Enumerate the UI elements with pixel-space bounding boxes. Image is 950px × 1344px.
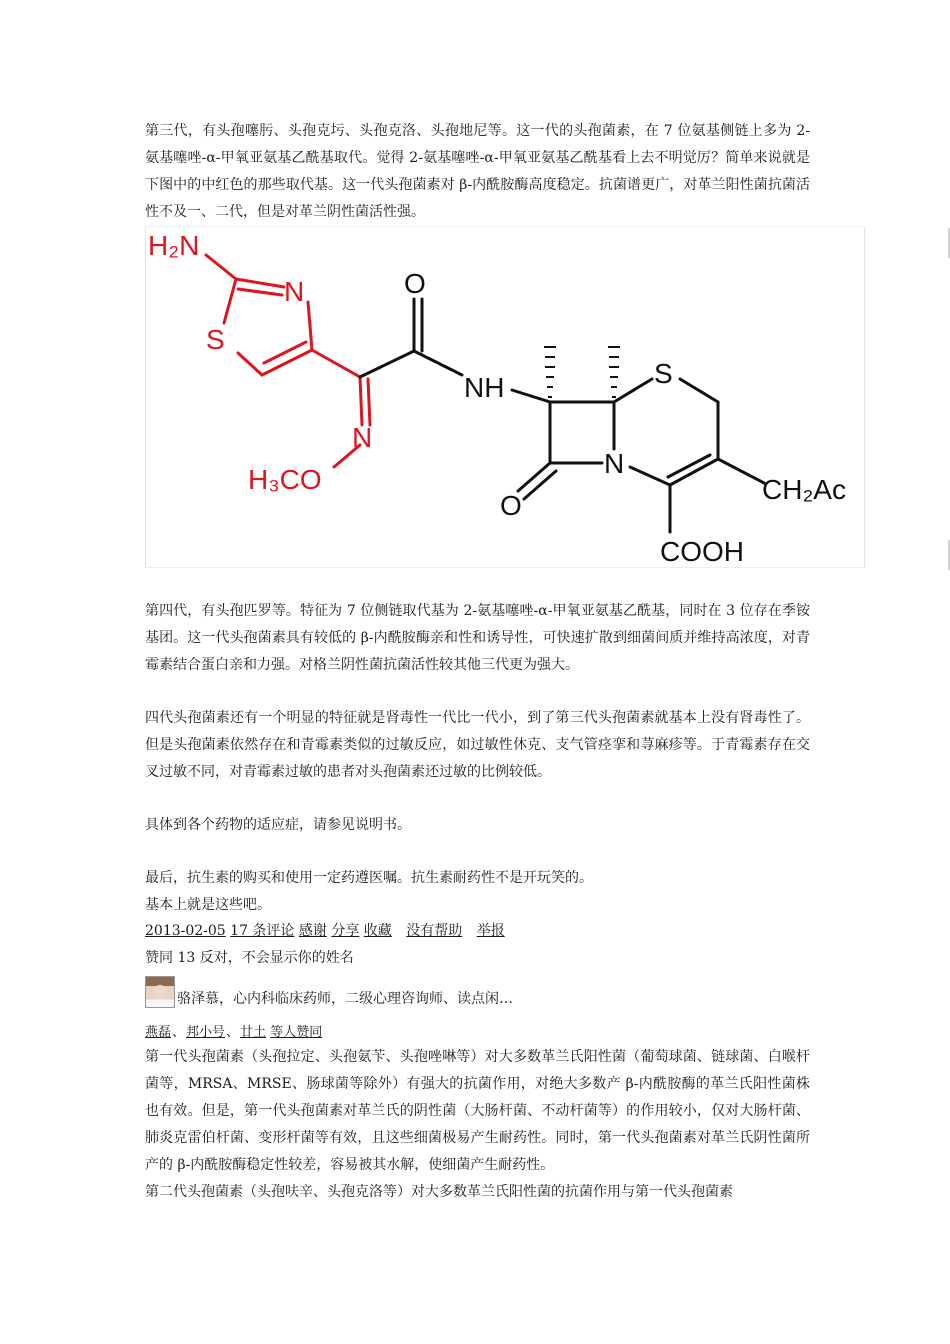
label-ch2ac: CH₂Ac xyxy=(762,474,846,505)
bond-s1-c2 xyxy=(224,279,236,323)
label-nh: NH xyxy=(464,372,505,403)
voter-link[interactable]: 廿土 xyxy=(240,1025,267,1040)
paragraph-final-advice: 最后，抗生素的购买和使用一定药遵医嘱。抗生素耐药性不是开玩笑的。 xyxy=(145,870,593,886)
bond-nh-c7 xyxy=(512,390,550,402)
voter-link[interactable]: 邦小号 xyxy=(186,1025,226,1040)
label-lactam-n: N xyxy=(604,448,625,479)
label-h2n: H₂N xyxy=(148,230,200,261)
hashed-wedge-c6 xyxy=(608,347,620,397)
bond-c6-s xyxy=(614,379,652,402)
paragraph-first-generation: 第一代头孢菌素（头孢拉定、头孢氨苄、头孢唑啉等）对大多数革兰氏阳性菌（葡萄球菌、链球菌、白喉杆菌等，MRSA、MRSE、肠球菌等除外）有强大的抗菌作用，对绝大多数产 β-内酰胺酶的革兰氏阳性菌株也有效。但是，第一代头孢菌素对革兰氏的阴性菌（大肠杆菌、不动杆菌等）的作用较小，仅对大肠杆菌、肺炎克雷伯杆菌、变形杆菌等有效，且这些细菌极易产生耐药性。同时，第一代头孢菌素对革兰氏阴性菌所产的 β-内酰胺酶稳定性较差，容易被其水解，使细菌产生耐药性。 xyxy=(145,1049,810,1173)
bond-n3-c4 xyxy=(308,302,312,350)
author-bio[interactable]: 骆泽慕，心内科临床药师，二级心理咨询师、读点闲… xyxy=(177,991,513,1007)
label-h3co: H₃CO xyxy=(248,464,322,495)
answer-date-link[interactable]: 2013-02-05 xyxy=(145,923,226,939)
voter-separator: 、 xyxy=(172,1025,186,1040)
bond-amine xyxy=(206,255,236,279)
paragraph-third-generation: 第三代，有头孢噻肟、头孢克圬、头孢克洛、头孢地尼等。这一代的头孢菌素，在 7 位氨基侧链上多为 2-氨基噻唑-α-甲氧亚氨基乙酰基取代。觉得 2-氨基噻唑-α-甲氧亚氨基乙酰基看上去不明觉厉？简单来说就是下图中的中红色的那些取代基。这一代头孢菌素对 β-内酰胺酶高度稳定。抗菌谱更广，对革兰阳性菌抗菌活性不及一、二代，但是对革兰阴性菌活性强。 xyxy=(145,123,810,220)
bond-c4-c5 xyxy=(262,350,312,375)
thanks-link[interactable]: 感谢 xyxy=(298,923,327,939)
label-ring-n: N xyxy=(284,276,305,307)
comments-link[interactable]: 17 条评论 xyxy=(230,923,295,939)
bond-c8-o xyxy=(518,463,550,491)
hashed-wedge-c7 xyxy=(544,347,556,397)
paragraph-second-generation: 第二代头孢菌素（头孢呋辛、头孢克洛等）对大多数革兰氏阳性菌的抗菌作用与第一代头孢菌素 xyxy=(145,1184,733,1200)
bond-calpha-n-oxime xyxy=(360,377,362,425)
share-link[interactable]: 分享 xyxy=(331,923,360,939)
author-row xyxy=(145,974,810,1008)
bond-c5-s1 xyxy=(238,353,262,375)
bond-calpha-n-oxime-double xyxy=(368,379,370,425)
voter-separator: 、 xyxy=(226,1025,240,1040)
structure-diagram xyxy=(146,227,864,567)
bond-c2-n3-double xyxy=(238,289,282,295)
vote-info: 赞同 13 反对，不会显示你的姓名 xyxy=(145,950,354,966)
bond-c2-n3 xyxy=(236,279,284,287)
collect-link[interactable]: 收藏 xyxy=(363,923,392,939)
bond-c8-o-double xyxy=(524,471,556,499)
voters-line xyxy=(145,1022,810,1044)
no-help-link[interactable]: 没有帮助 xyxy=(406,923,463,939)
label-cooh: COOH xyxy=(660,536,744,567)
report-link[interactable]: 举报 xyxy=(476,923,505,939)
paragraph-closing: 基本上就是这些吧。 xyxy=(145,897,271,913)
cephalosporin-structure-figure xyxy=(145,226,865,568)
bond-calpha-amide-c xyxy=(360,351,414,377)
label-lactam-o: O xyxy=(500,490,522,521)
paragraph-fourth-generation: 第四代，有头孢匹罗等。特征为 7 位侧链取代基为 2-氨基噻唑-α-甲氧亚氨基乙酰基，同时在 3 位存在季铵基团。这一代头孢菌素具有较低的 β-内酰胺酶亲和性和诱导性，可快速扩散到细菌间质并维持高浓度，对青霉素结合蛋白亲和力强。对格兰阴性菌抗菌活性较其他三代更为强大。 xyxy=(145,603,810,673)
label-thiazine-s: S xyxy=(654,358,673,389)
paragraph-indications: 具体到各个药物的适应症，请参见说明书。 xyxy=(145,817,411,833)
voter-link[interactable]: 燕磊 xyxy=(145,1025,172,1040)
label-ring-s: S xyxy=(206,324,225,355)
bond-c4-c5-double xyxy=(264,342,306,363)
avatar[interactable] xyxy=(145,976,175,1008)
bond-n-c4 xyxy=(630,467,670,485)
bond-c3-ch2ac xyxy=(718,459,764,483)
more-voters-link[interactable]: 等人赞同 xyxy=(270,1025,323,1040)
label-oxime-n: N xyxy=(352,422,373,453)
bond-s-c2 xyxy=(680,379,718,402)
answer-content xyxy=(145,118,846,1206)
bond-c4-calpha xyxy=(312,350,360,377)
answer-meta-bar xyxy=(145,919,810,944)
bond-amide-nh xyxy=(414,351,462,375)
paragraph-features: 四代头孢菌素还有一个明显的特征就是肾毒性一代比一代小，到了第三代头孢菌素就基本上没有肾毒性了。但是头孢菌素依然存在和青霉素类似的过敏反应，如过敏性休克、支气管痉挛和荨麻疹等。于青霉素存在交叉过敏不同，对青霉素过敏的患者对头孢菌素还过敏的比例较低。 xyxy=(145,710,810,780)
label-carbonyl-o: O xyxy=(404,268,426,299)
